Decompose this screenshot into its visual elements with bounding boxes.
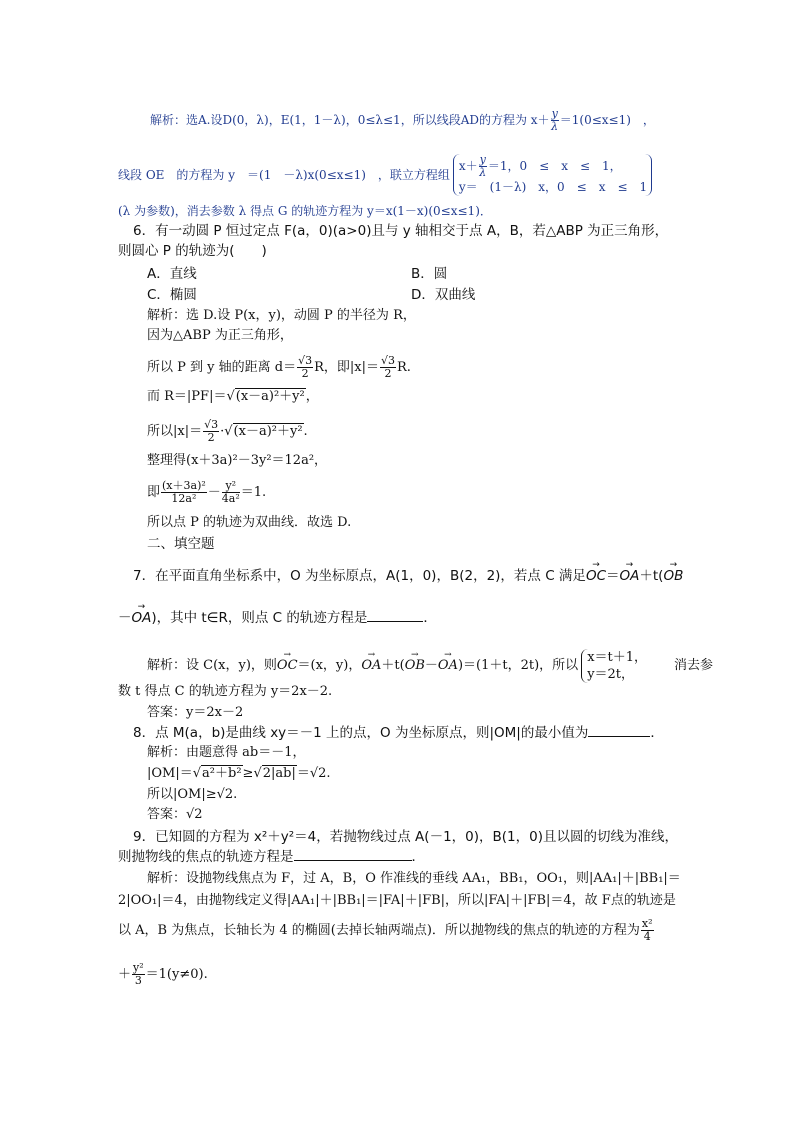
q5-sol-text: D(0，λ)，E(1，1－λ)，0≤λ≤1，所以线段AD的方程为 x＋ [222, 113, 550, 127]
q7-sol-a: 解析：设 C(x，y)，则 [147, 658, 277, 673]
q8-stem-text: 8．点 M(a，b)是曲线 xy＝－1 上的点，O 为坐标原点，则|OM|的最小值为 [133, 725, 589, 741]
q7-solution-line-2: 数 t 得点 C 的轨迹方程为 y＝2x－2. [118, 684, 333, 699]
q6-s4-b: ， [305, 389, 319, 404]
q9-stem-line-2 [118, 848, 425, 866]
q6-s3-frac-2 [380, 355, 396, 380]
q5-frac-den: λ [551, 120, 559, 133]
q8-s2-b: ≥ [242, 766, 254, 781]
q6-solution-line-1: 解析：选 D.设 P(x，y)，动圆 P 的半径为 R， [147, 308, 416, 323]
q6-s7-den-1: 12a² [171, 492, 197, 505]
q5-sys-r1-b: ＝1，0 ≤ x ≤ 1， [487, 159, 622, 173]
q6-s3-num-2: √3 [380, 354, 395, 367]
q8-solution-line-1: 解析：由题意得 ab＝－1， [147, 745, 306, 760]
q7-stem-a: 7．在平面直角坐标系中，O 为坐标原点，A(1，0)，B(2，2)，若点 C 满足 [133, 568, 586, 584]
q7-sol-c: ＋t( [381, 658, 405, 673]
q6-s7-minus: － [207, 485, 221, 500]
q6-s3-den-1: 2 [301, 367, 309, 380]
q7-sys-row-2: y＝2t， [587, 667, 635, 682]
q6-solution-line-4: 而 R＝|PF|＝√(x－a)²＋y²， [147, 389, 319, 404]
q6-s5-num: √3 [204, 418, 219, 431]
q8-solution-line-2: |OM|＝√a²＋b²≥√2|ab|＝√2. [147, 766, 331, 781]
q6-s5-dot: · [220, 424, 225, 439]
q6-stem-line-1: 6．有一动圆 P 恒过定点 F(a，0)(a>0)且与 y 轴相交于点 A，B，若△ABP 为正三角形， [133, 223, 669, 239]
q6-s4-a: 而 R＝|PF|＝ [147, 389, 227, 404]
q6-solution-line-2: 因为△ABP 为正三角形， [147, 328, 293, 343]
q8-s2-a: |OM|＝ [147, 766, 193, 781]
q9-s3-num: x² [641, 917, 653, 930]
q6-s5-a: 所以|x|＝ [147, 424, 203, 439]
q6-s3-b: R，即|x|＝ [314, 360, 379, 375]
q6-s7-den-2: 4a² [221, 492, 240, 505]
q6-s3-den-2: 2 [384, 367, 392, 380]
q9-s4-den: 3 [134, 974, 142, 987]
q7-plus-t: ＋t( [639, 568, 664, 584]
q8-stem [133, 724, 664, 742]
q5-frac-num: y [551, 107, 558, 120]
q6-s7-b: ＝1. [240, 485, 267, 500]
q6-s5-den: 2 [207, 431, 215, 444]
q6-s4-root: (x－a)²＋y² [235, 389, 305, 404]
q7-stem2-b: )，其中 t∈R，则点 C 的轨迹方程是 [151, 610, 368, 626]
q6-solution-line-3 [147, 355, 411, 380]
q5-sys-frac-num: y [479, 153, 486, 166]
q7-sol-vec-ob: → OB [405, 657, 425, 675]
q6-s7-num-2: y² [222, 480, 240, 493]
q7-stem-line-2 [118, 609, 437, 627]
q7-equation-system [581, 649, 647, 683]
q7-sol-d: － [424, 658, 438, 673]
q9-s4-a: ＋ [118, 967, 132, 982]
q9-s4-b: ＝1(y≠0). [145, 967, 208, 982]
q9-s3-frac [641, 918, 654, 943]
q6-s3-frac-1 [297, 355, 313, 380]
q6-s5-root: (x－a)²＋y² [233, 424, 303, 439]
q6-solution-line-7 [147, 480, 266, 505]
q9-stem-line-1: 9．已知圆的方程为 x²＋y²＝4，若抛物线过点 A(－1，0)，B(1，0)且以圆的切线为准线， [133, 829, 678, 845]
q7-answer-blank[interactable] [367, 609, 423, 622]
q9-s4-frac [132, 962, 145, 987]
q7-eq: ＝ [606, 568, 620, 584]
q6-option-b: B．圆 [411, 266, 448, 282]
q9-stem2-end: ． [411, 849, 425, 865]
q6-solution-line-8: 所以点 P 的轨迹为双曲线．故选 D. [147, 515, 352, 530]
q9-solution-line-2: 2|OO₁|＝4，由抛物线定义得|AA₁|＋|BB₁|＝|FA|＋|FB|，所以|FA|＋|FB|＝4，故 F点的轨迹是 [118, 893, 676, 908]
q6-s3-c: R. [397, 360, 411, 375]
q7-sol-vec-oa: → OA [361, 657, 381, 675]
q8-s2-root-2: 2|ab| [262, 766, 296, 781]
q7-vec-ob: → OB [663, 567, 683, 585]
q7-sol-vec-oa-2: → OA [438, 657, 458, 675]
q8-s2-c: ＝√2. [296, 766, 331, 781]
q7-vec-oc: → OC [586, 567, 606, 585]
q9-answer-blank[interactable] [294, 848, 412, 861]
q7-sol-e: )＝(1＋t，2t)，所以 [457, 658, 579, 673]
q9-s3-a: 以 A，B 为焦点，长轴长为 4 的椭圆(去掉长轴两端点)．所以抛物线的焦点的轨迹的方程为 [118, 923, 640, 938]
q6-s3-a: 所以 P 到 y 轴的距离 d＝ [147, 360, 297, 375]
q5-sol-end: ＝1(0≤x≤1) ， [559, 113, 655, 127]
q7-stem2-a: － [118, 610, 132, 626]
q5-solution-line-1 [150, 108, 655, 133]
q6-s7-num-1: (x＋3a)² [162, 479, 206, 492]
q7-sol-b: ＝(x，y)， [297, 658, 362, 673]
q7-sys-row-1: x＝t＋1， [587, 650, 648, 665]
q9-stem2-text: 则抛物线的焦点的轨迹方程是 [118, 849, 294, 865]
q5-sys-row-1 [459, 154, 647, 179]
q6-s7-frac-2 [222, 480, 240, 505]
q6-option-c: C．椭圆 [147, 287, 197, 303]
q5-sys-frac-den: λ [479, 166, 487, 179]
q6-s5-frac [203, 419, 219, 444]
q5-solution-line-3: (λ 为参数)，消去参数 λ 得点 G 的轨迹方程为 y＝x(1－x)(0≤x≤1)． [118, 204, 492, 218]
q5-sol-prefix: 解析：选A.设 [150, 113, 223, 127]
q6-option-a: A．直线 [147, 266, 197, 282]
q7-answer: 答案：y＝2x－2 [147, 705, 244, 720]
q9-solution-line-3 [118, 918, 655, 943]
q8-answer-blank[interactable] [588, 724, 650, 737]
q6-solution-line-5: 所以|x|＝ $\frac{√3}{2}$ ·√(x－a)²＋y². [147, 418, 308, 444]
q6-option-d: D．双曲线 [411, 287, 476, 303]
q5-sys-row-2: y＝ (1－λ) x，0 ≤ x ≤ 1 [458, 180, 648, 194]
q5-equation-system [453, 154, 652, 196]
q5-sol-l2-text: 线段 OE 的方程为 y ＝(1 －λ)x(0≤x≤1) ，联立方程组 [118, 168, 450, 182]
q5-sys-r1-a: x＋ [458, 159, 478, 173]
q9-s4-num: y² [133, 961, 144, 974]
q7-stem-line-1 [133, 567, 683, 585]
q5-sys-fraction [479, 154, 487, 179]
q9-s3-den: 4 [643, 930, 651, 943]
q6-s7-frac-1 [161, 480, 207, 505]
q7-sol-f: 消去参 [674, 658, 714, 673]
q6-solution-line-6: 整理得(x＋3a)²－3y²＝12a²， [147, 453, 328, 468]
q9-solution-line-4 [118, 962, 208, 987]
q7-vec-oa: → OA [620, 567, 640, 585]
q7-stem2-c: ． [423, 610, 437, 626]
q6-stem-line-2: 则圆心 P 的轨迹为( ) [118, 243, 267, 259]
q5-fraction [551, 108, 559, 133]
q8-solution-line-3: 所以|OM|≥√2. [147, 787, 238, 802]
q7-vec-oa-2: → OA [132, 609, 152, 627]
q8-s2-root-1: a²＋b² [202, 766, 242, 781]
q7-solution-line-1 [147, 649, 713, 683]
q8-stem-end: ． [650, 725, 664, 741]
q6-s5-c: . [303, 424, 308, 439]
q6-s7-a: 即 [147, 485, 161, 500]
q7-sol-vec-oc: → OC [277, 657, 298, 675]
section-heading-fill-in: 二、填空题 [147, 536, 215, 552]
q6-s3-num-1: √3 [298, 354, 313, 367]
q5-solution-line-2 [118, 154, 655, 196]
q9-solution-line-1: 解析：设抛物线焦点为 F，过 A，B，O 作准线的垂线 AA₁，BB₁，OO₁，则|AA₁|＋|BB₁|＝ [147, 871, 681, 886]
q8-answer: 答案：√2 [147, 807, 203, 822]
